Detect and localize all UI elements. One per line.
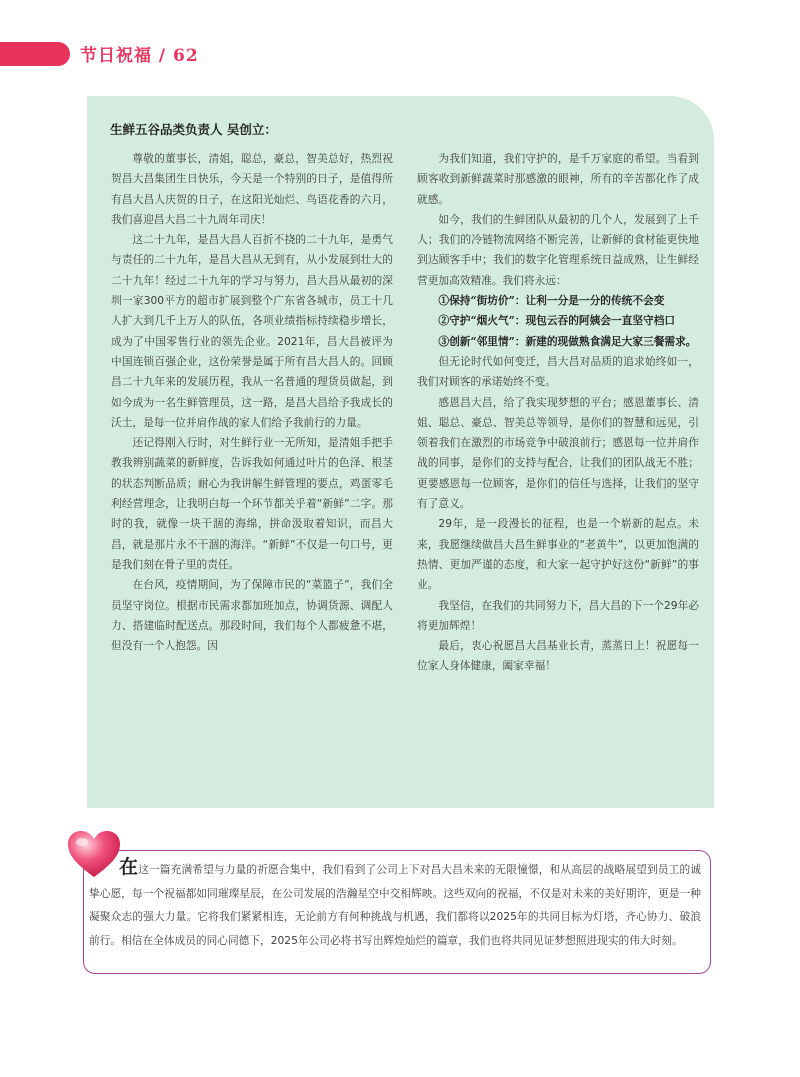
paragraph: 感恩昌大昌，给了我实现梦想的平台；感恩董事长、清姐、聪总、豪总、智美总等领导，是你们的智慧和远见，引领着我们在激烈的市场竞争中破浪前行；感恩每一位并肩作战的同事，是你们的支持与配合，让我们的团队战无不胜；更要感恩每一位顾客，是你们的信任与选择，让我们的坚守有了意义。 [417,395,699,511]
commitment-point: ③创新“邻里情”：新建的现做熟食满足大家三餐需求。 [438,334,697,348]
page-header-title: 节日祝福 / 62 [80,46,199,66]
article-right-column [417,149,699,677]
summary-body: 这一篇充满希望与力量的祈愿合集中，我们看到了公司上下对昌大昌未来的无限憧憬，和从高层的战略展望到员工的诚挚心愿，每一个祝福都如同璀璨星辰，在公司发展的浩瀚星空中交相辉映。这些双向的祝福，不仅是对未来的美好期许，更是一种凝聚众志的强大力量。它将我们紧紧相连，无论前方有何种挑战与机遇，我们都将以2025年的共同目标为灯塔，齐心协力、破浪前行。相信在全体成员的同心同德下，2025年公司必将书写出辉煌灿烂的篇章，我们也将共同见证梦想照进现实的伟大时刻。 [89,863,701,947]
summary-text [89,856,701,952]
paragraph: 我坚信，在我们的共同努力下，昌大昌的下一个29年必将更加辉煌！ [417,598,699,632]
author-title: 生鲜五谷品类负责人 吴创立： [110,122,277,137]
dropcap: 在 [119,856,139,878]
paragraph: 29年，是一段漫长的征程，也是一个崭新的起点。未来，我愿继续做昌大昌生鲜事业的“老黄牛”，以更加饱满的热情、更加严谨的态度，和大家一起守护好这份“新鲜”的事业。 [417,517,699,592]
commitment-point: ①保持“街坊价”：让利一分是一分的传统不会变 [438,294,665,308]
paragraph: 为我们知道，我们守护的，是千万家庭的希望。当看到顾客收到新鲜蔬菜时那感激的眼神，所有的辛苦都化作了成就感。 [417,152,699,206]
paragraph: 最后，衷心祝愿昌大昌基业长青，蒸蒸日上！祝愿每一位家人身体健康，阖家幸福！ [417,639,699,673]
paragraph: 这二十九年，是昌大昌人百折不挠的二十九年，是勇气与责任的二十九年，是昌大昌从无到有，从小发展到壮大的二十九年！经过二十九年的学习与努力，昌大昌从最初的深圳一家300平方的超市扩展到整个广东省各城市，员工十几人扩大到几千上万人的队伍，各项业绩指标持续稳步增长，成为了中国零售行业的领先企业。2021年，昌大昌被评为中国连锁百强企业，这份荣誉是属于所有昌大昌人的。回顾昌二十九年来的发展历程，我从一名普通的理货员做起，到如今成为一名生鲜管理员，这一路，是昌大昌给予我成长的沃土，是每一位并肩作战的家人们给予我前行的力量。 [111,233,393,429]
paragraph: 如今，我们的生鲜团队从最初的几个人，发展到了上千人；我们的冷链物流网络不断完善，让新鲜的食材能更快地到达顾客手中；我们的数字化管理系统日益成熟，让生鲜经营更加高效精准。我们将永远： [417,212,699,287]
header-accent-bar [0,42,70,66]
commitment-point: ②守护“烟火气”：现包云吞的阿姨会一直坚守档口 [438,314,676,328]
paragraph: 还记得刚入行时，对生鲜行业一无所知，是清姐手把手教我辨别蔬菜的新鲜度，告诉我如何通过叶片的色泽、根茎的状态判断品质；耐心为我讲解生鲜管理的要点，鸡蛋零毛利经营理念，让我明白每一个环节都关乎着“新鲜”二字。那时的我，就像一块干涸的海绵，拼命汲取着知识，而昌大昌，就是那片永不干涸的海洋。“新鲜”不仅是一句口号，更是我们刻在骨子里的责任。 [111,436,393,571]
paragraph: 但无论时代如何变迁，昌大昌对品质的追求始终如一，我们对顾客的承诺始终不变。 [417,354,699,389]
paragraph: 在台风，疫情期间，为了保障市民的“菜篮子”，我们全员坚守岗位。根据市民需求都加班加点，协调货源、调配人力、搭建临时配送点。那段时间，我们每个人都疲惫不堪，但没有一个人抱怨。因 [111,578,393,653]
article-left-column [111,149,393,656]
paragraph: 尊敬的董事长，清姐，聪总，豪总，智美总好，热烈祝贺昌大昌集团生日快乐，今天是一个特别的日子，是值得所有昌大昌人庆贺的日子，在这阳光灿烂、鸟语花香的六月，我们喜迎昌大昌二十九周年司庆！ [111,152,393,226]
